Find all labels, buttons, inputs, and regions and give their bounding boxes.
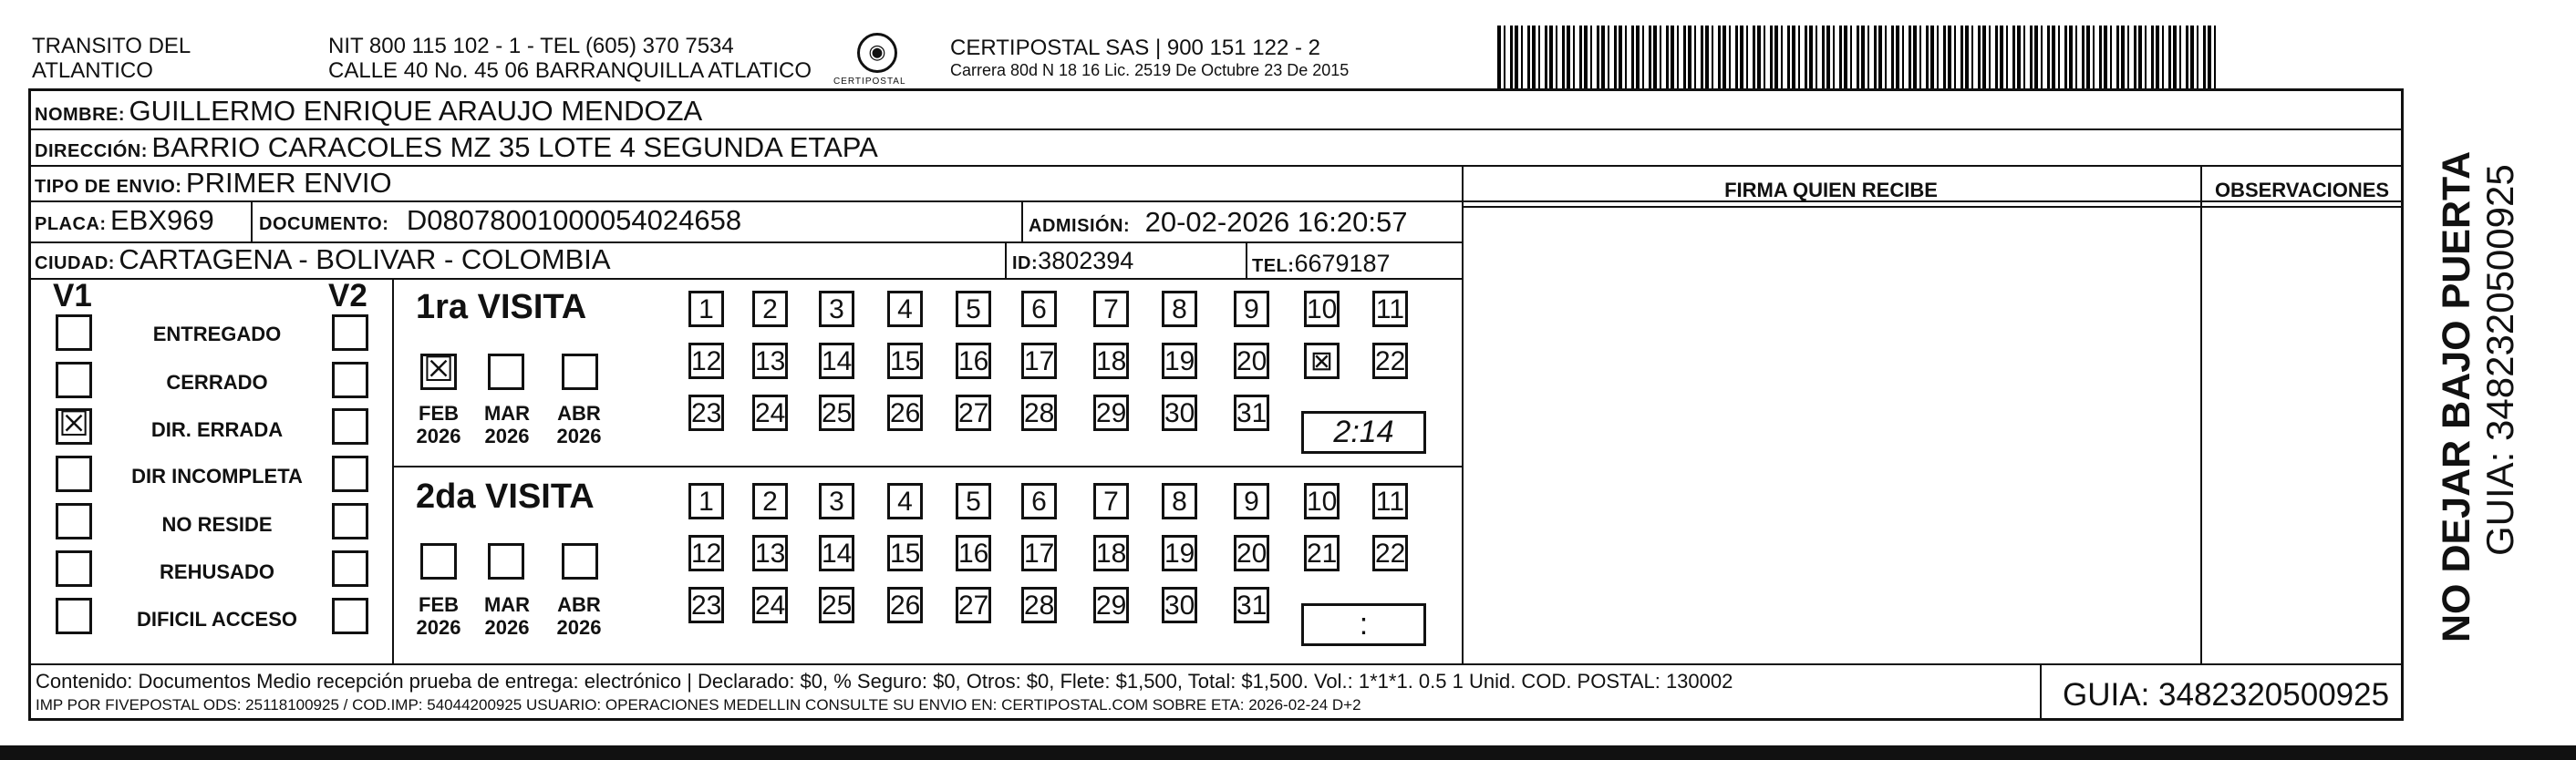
v1-dir-errada-checkbox[interactable]: ☒ — [56, 408, 92, 445]
courier-info — [950, 36, 1349, 80]
v1-no-reside-checkbox[interactable] — [56, 503, 92, 539]
first-visit-feb-checkbox[interactable]: ☒ — [420, 354, 457, 390]
signature-header-divider — [1462, 206, 2404, 208]
first-days-day-13[interactable]: 13 — [752, 343, 788, 379]
first-visit-month-abr: ABR 2026 — [556, 402, 602, 447]
second-days-day-27[interactable]: 27 — [956, 587, 991, 623]
first-days-day-12[interactable]: 12 — [688, 343, 724, 379]
courier-license: Carrera 80d N 18 16 Lic. 2519 De Octubre 23 De 2015 — [950, 61, 1350, 79]
first-days-day-28[interactable]: 28 — [1021, 395, 1057, 431]
first-visit-abr-checkbox[interactable] — [562, 354, 598, 390]
logo-label: CERTIPOSTAL — [833, 77, 906, 87]
id-label: ID: — [1012, 253, 1039, 273]
v2-no-reside-checkbox[interactable] — [332, 503, 368, 539]
do-not-leave-warning: NO DEJAR BAJO PUERTA — [2435, 150, 2478, 642]
issuer-address: CALLE 40 No. 45 06 BARRANQUILLA ATLATICO — [328, 58, 812, 83]
second-days-day-23[interactable]: 23 — [688, 587, 724, 623]
first-visit-title: 1ra VISITA — [416, 288, 587, 326]
first-days-day-29[interactable]: 29 — [1093, 395, 1129, 431]
second-days-day-14[interactable]: 14 — [819, 535, 854, 571]
status-entregado: ENTREGADO — [152, 323, 282, 345]
documento-field — [259, 205, 741, 236]
first-days-day-3[interactable]: 3 — [819, 291, 854, 327]
v2-rehusado-checkbox[interactable] — [332, 550, 368, 587]
admision-field — [1029, 207, 1407, 238]
v2-dificil-acceso-checkbox[interactable] — [332, 598, 368, 634]
ciudad-label: CIUDAD: — [35, 253, 115, 273]
second-days-day-18[interactable]: 18 — [1093, 535, 1129, 571]
tipo-envio-label: TIPO DE ENVIO: — [35, 177, 182, 197]
v2-dir-errada-checkbox[interactable] — [332, 408, 368, 445]
field-divider — [251, 200, 253, 241]
placa-field — [35, 205, 214, 236]
first-days-day-17[interactable]: 17 — [1021, 343, 1057, 379]
first-days-day-2[interactable]: 2 — [752, 291, 788, 327]
v1-entregado-checkbox[interactable] — [56, 314, 92, 351]
visit-column-divider — [392, 278, 394, 663]
tel-field — [1252, 248, 1391, 279]
direccion-label: DIRECCIÓN: — [35, 141, 148, 161]
second-days-day-24[interactable]: 24 — [752, 587, 788, 623]
ciudad-field — [35, 244, 611, 275]
first-days-day-5[interactable]: 5 — [956, 291, 991, 327]
first-days-day-15[interactable]: 15 — [887, 343, 923, 379]
tipo-envio-value: PRIMER ENVIO — [185, 167, 392, 199]
second-days-day-19[interactable]: 19 — [1162, 535, 1197, 571]
nombre-label: NOMBRE: — [35, 105, 126, 125]
column-divider — [2200, 165, 2202, 663]
first-days-day-31[interactable]: 31 — [1234, 395, 1269, 431]
second-days-day-12[interactable]: 12 — [688, 535, 724, 571]
v2-heading: V2 — [328, 278, 367, 313]
second-days-day-30[interactable]: 30 — [1162, 587, 1197, 623]
first-days-day-11[interactable]: 11 — [1372, 291, 1408, 327]
second-visit-time-field[interactable]: : — [1301, 603, 1426, 646]
v2-entregado-checkbox[interactable] — [332, 314, 368, 351]
direccion-field — [35, 132, 878, 163]
certipostal-logo-icon: ◉ — [857, 33, 897, 73]
issuer-contact — [328, 34, 812, 83]
id-value: 3802394 — [1038, 247, 1134, 274]
placa-label: PLACA: — [35, 214, 107, 234]
first-days-day-10[interactable]: 10 — [1304, 291, 1340, 327]
second-days-day-26[interactable]: 26 — [887, 587, 923, 623]
direccion-value: BARRIO CARACOLES MZ 35 LOTE 4 SEGUNDA ETAPA — [151, 131, 878, 163]
admision-value: 20-02-2026 16:20:57 — [1144, 206, 1408, 238]
tel-value: 6679187 — [1294, 250, 1391, 277]
first-visit-month-mar: MAR 2026 — [483, 402, 531, 447]
first-visit-mar-checkbox[interactable] — [488, 354, 524, 390]
visit-divider — [392, 466, 1462, 467]
top-margin — [0, 0, 2576, 9]
first-days-day-19[interactable]: 19 — [1162, 343, 1197, 379]
first-days-day-30[interactable]: 30 — [1162, 395, 1197, 431]
first-visit-time-field[interactable]: 2:14 — [1301, 411, 1426, 454]
second-days-day-31[interactable]: 31 — [1234, 587, 1269, 623]
issuer-name — [32, 34, 191, 83]
footer-content-line: Contenido: Documentos Medio recepción prueba de entrega: electrónico | Declarado: $0, % Seguro: $0, Otros: $0, Flete: $1,500, Total: $1,500. Vol.: 1*1*1. 0.5 1 Unid. COD. POSTAL: 130002 — [36, 670, 1733, 693]
second-days-day-28[interactable]: 28 — [1021, 587, 1057, 623]
v1-rehusado-checkbox[interactable] — [56, 550, 92, 587]
first-days-day-23[interactable]: 23 — [688, 395, 724, 431]
firma-column-title: FIRMA QUIEN RECIBE — [1724, 179, 1938, 201]
first-days-day-14[interactable]: 14 — [819, 343, 854, 379]
second-visit-month-mar: MAR 2026 — [483, 593, 531, 639]
observaciones-column-title: OBSERVACIONES — [2214, 179, 2390, 201]
first-days-day-20[interactable]: 20 — [1234, 343, 1269, 379]
nombre-value: GUILLERMO ENRIQUE ARAUJO MENDOZA — [129, 95, 703, 127]
first-days-day-18[interactable]: 18 — [1093, 343, 1129, 379]
second-days-day-5[interactable]: 5 — [956, 483, 991, 519]
first-days-day-26[interactable]: 26 — [887, 395, 923, 431]
second-days-day-1[interactable]: 1 — [688, 483, 724, 519]
nombre-field — [35, 96, 702, 127]
bottom-border — [0, 745, 2576, 760]
documento-value: D08078001000054024658 — [406, 204, 742, 236]
second-visit-feb-checkbox[interactable] — [420, 543, 457, 580]
field-divider — [1246, 241, 1247, 278]
second-days-day-21[interactable]: 21 — [1304, 535, 1340, 571]
v2-dir-incompleta-checkbox[interactable] — [332, 456, 368, 492]
v1-dificil-acceso-checkbox[interactable] — [56, 598, 92, 634]
second-visit-abr-checkbox[interactable] — [562, 543, 598, 580]
status-dir-errada: DIR. ERRADA — [150, 418, 284, 441]
footer-guide-divider — [2040, 663, 2042, 721]
second-days-day-7[interactable]: 7 — [1093, 483, 1129, 519]
ciudad-value: CARTAGENA - BOLIVAR - COLOMBIA — [119, 243, 611, 275]
first-days-day-7[interactable]: 7 — [1093, 291, 1129, 327]
issuer-nit: NIT 800 115 102 - 1 - TEL (605) 370 7534 — [328, 34, 734, 58]
row-divider — [28, 278, 1462, 280]
admision-label: ADMISIÓN: — [1029, 216, 1131, 236]
second-days-day-16[interactable]: 16 — [956, 535, 991, 571]
issuer-line-2: ATLANTICO — [32, 58, 153, 83]
first-days-day-22[interactable]: 22 — [1372, 343, 1408, 379]
first-days-day-9[interactable]: 9 — [1234, 291, 1269, 327]
second-days-day-6[interactable]: 6 — [1021, 483, 1057, 519]
column-divider — [1462, 165, 1464, 663]
second-days-day-17[interactable]: 17 — [1021, 535, 1057, 571]
courier-name: CERTIPOSTAL SAS | 900 151 122 - 2 — [950, 36, 1320, 60]
first-days-day-4[interactable]: 4 — [887, 291, 923, 327]
first-days-day-25[interactable]: 25 — [819, 395, 854, 431]
side-guide-number: GUIA: 3482320500925 — [2478, 164, 2521, 556]
placa-value: EBX969 — [110, 204, 214, 236]
second-days-day-9[interactable]: 9 — [1234, 483, 1269, 519]
second-days-day-22[interactable]: 22 — [1372, 535, 1408, 571]
row-divider — [28, 128, 2404, 130]
v1-heading: V1 — [53, 278, 92, 313]
second-days-day-4[interactable]: 4 — [887, 483, 923, 519]
first-days-day-16[interactable]: 16 — [956, 343, 991, 379]
status-rehusado: REHUSADO — [160, 560, 274, 583]
second-days-day-20[interactable]: 20 — [1234, 535, 1269, 571]
second-days-day-29[interactable]: 29 — [1093, 587, 1129, 623]
documento-label: DOCUMENTO: — [259, 214, 389, 234]
status-no-reside: NO RESIDE — [161, 513, 273, 536]
first-days-day-6[interactable]: 6 — [1021, 291, 1057, 327]
second-visit-month-abr: ABR 2026 — [556, 593, 602, 639]
second-days-day-15[interactable]: 15 — [887, 535, 923, 571]
footer-divider — [28, 663, 2404, 665]
v1-cerrado-checkbox[interactable] — [56, 362, 92, 398]
status-dificil-acceso: DIFICIL ACCESO — [136, 608, 297, 631]
first-days-day-24[interactable]: 24 — [752, 395, 788, 431]
v1-dir-incompleta-checkbox[interactable] — [56, 456, 92, 492]
field-divider — [1005, 241, 1007, 278]
first-days-day-21[interactable]: ⊠ — [1304, 343, 1340, 379]
second-visit-title: 2da VISITA — [416, 478, 595, 516]
tel-label: TEL: — [1252, 256, 1295, 276]
status-dir-incompleta: DIR INCOMPLETA — [131, 465, 303, 488]
second-days-day-25[interactable]: 25 — [819, 587, 854, 623]
second-days-day-3[interactable]: 3 — [819, 483, 854, 519]
first-days-day-1[interactable]: 1 — [688, 291, 724, 327]
id-field — [1012, 245, 1133, 276]
second-days-day-8[interactable]: 8 — [1162, 483, 1197, 519]
status-cerrado: CERRADO — [166, 371, 268, 394]
first-days-day-8[interactable]: 8 — [1162, 291, 1197, 327]
second-days-day-2[interactable]: 2 — [752, 483, 788, 519]
footer-print-line: IMP POR FIVEPOSTAL ODS: 25118100925 / COD.IMP: 54044200925 USUARIO: OPERACIONES MEDELLIN CONSULTE SU ENVIO EN: CERTIPOSTAL.COM SOBRE ETA: 2026-02-24 D+2 — [36, 696, 1361, 714]
issuer-line-1: TRANSITO DEL — [32, 34, 191, 58]
barcode-icon — [1497, 26, 2220, 91]
tipo-envio-field — [35, 168, 392, 199]
second-days-day-11[interactable]: 11 — [1372, 483, 1408, 519]
first-visit-month-feb: FEB 2026 — [416, 402, 461, 447]
second-days-day-10[interactable]: 10 — [1304, 483, 1340, 519]
second-days-day-13[interactable]: 13 — [752, 535, 788, 571]
first-days-day-27[interactable]: 27 — [956, 395, 991, 431]
second-visit-mar-checkbox[interactable] — [488, 543, 524, 580]
guide-number: GUIA: 3482320500925 — [2063, 677, 2390, 713]
v2-cerrado-checkbox[interactable] — [332, 362, 368, 398]
second-visit-month-feb: FEB 2026 — [416, 593, 461, 639]
field-divider — [1021, 200, 1023, 241]
